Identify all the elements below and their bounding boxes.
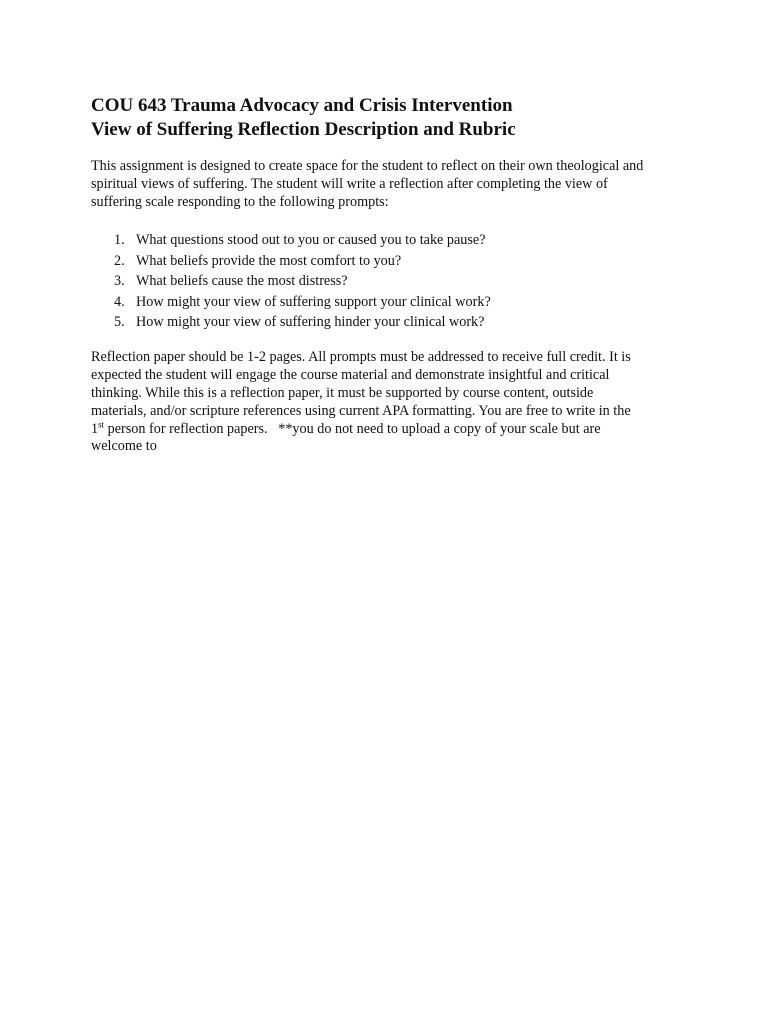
- list-item-text: How might your view of suffering support your clinical work?: [136, 293, 491, 310]
- document-page: [91, 94, 691, 456]
- intro-line: This assignment is designed to create space for the student to reflect on their own theological and: [91, 158, 644, 174]
- list-item-number: 5.: [114, 314, 125, 331]
- list-item-number: 3.: [114, 273, 125, 290]
- title-line-2: View of Suffering Reflection Description and Rubric: [91, 119, 516, 140]
- requirements-line: materials, and/or scripture references using current APA formatting. You are free to write in the: [91, 402, 631, 419]
- title-line-1: COU 643 Trauma Advocacy and Crisis Intervention: [91, 95, 513, 116]
- ordinal-suffix: st: [98, 418, 105, 429]
- list-item-number: 2.: [114, 252, 125, 269]
- list-item-text: How might your view of suffering hinder your clinical work?: [136, 314, 485, 331]
- requirements-paragraph: [91, 349, 691, 456]
- prompt-list: [91, 230, 691, 332]
- list-item: [91, 271, 691, 291]
- requirements-line: welcome to: [91, 438, 157, 455]
- requirements-line: [91, 418, 691, 439]
- list-item: [91, 292, 691, 312]
- list-item-text: What questions stood out to you or caused you to take pause?: [136, 232, 486, 249]
- intro-line: spiritual views of suffering. The student will write a reflection after completing the view of: [91, 175, 608, 192]
- list-item-number: 1.: [114, 232, 125, 249]
- ordinal-number: 1: [91, 420, 99, 437]
- requirements-line: thinking. While this is a reflection paper, it must be supported by course content, outside: [91, 385, 594, 402]
- list-item-number: 4.: [114, 293, 125, 310]
- list-item: [91, 251, 691, 271]
- requirements-line: Reflection paper should be 1-2 pages. All prompts must be addressed to receive full credit. It is: [91, 349, 631, 366]
- intro-paragraph: [91, 158, 691, 211]
- requirements-line-text: person for reflection papers. **you do not need to upload a copy of your scale but are: [104, 420, 601, 437]
- list-item-text: What beliefs provide the most comfort to you?: [136, 252, 402, 269]
- intro-line: suffering scale responding to the following prompts:: [91, 193, 389, 210]
- list-item: [91, 230, 691, 250]
- document-title: [91, 94, 691, 142]
- list-item-text: What beliefs cause the most distress?: [136, 273, 348, 290]
- list-item: [91, 312, 691, 332]
- requirements-line: expected the student will engage the course material and demonstrate insightful and critical: [91, 367, 610, 384]
